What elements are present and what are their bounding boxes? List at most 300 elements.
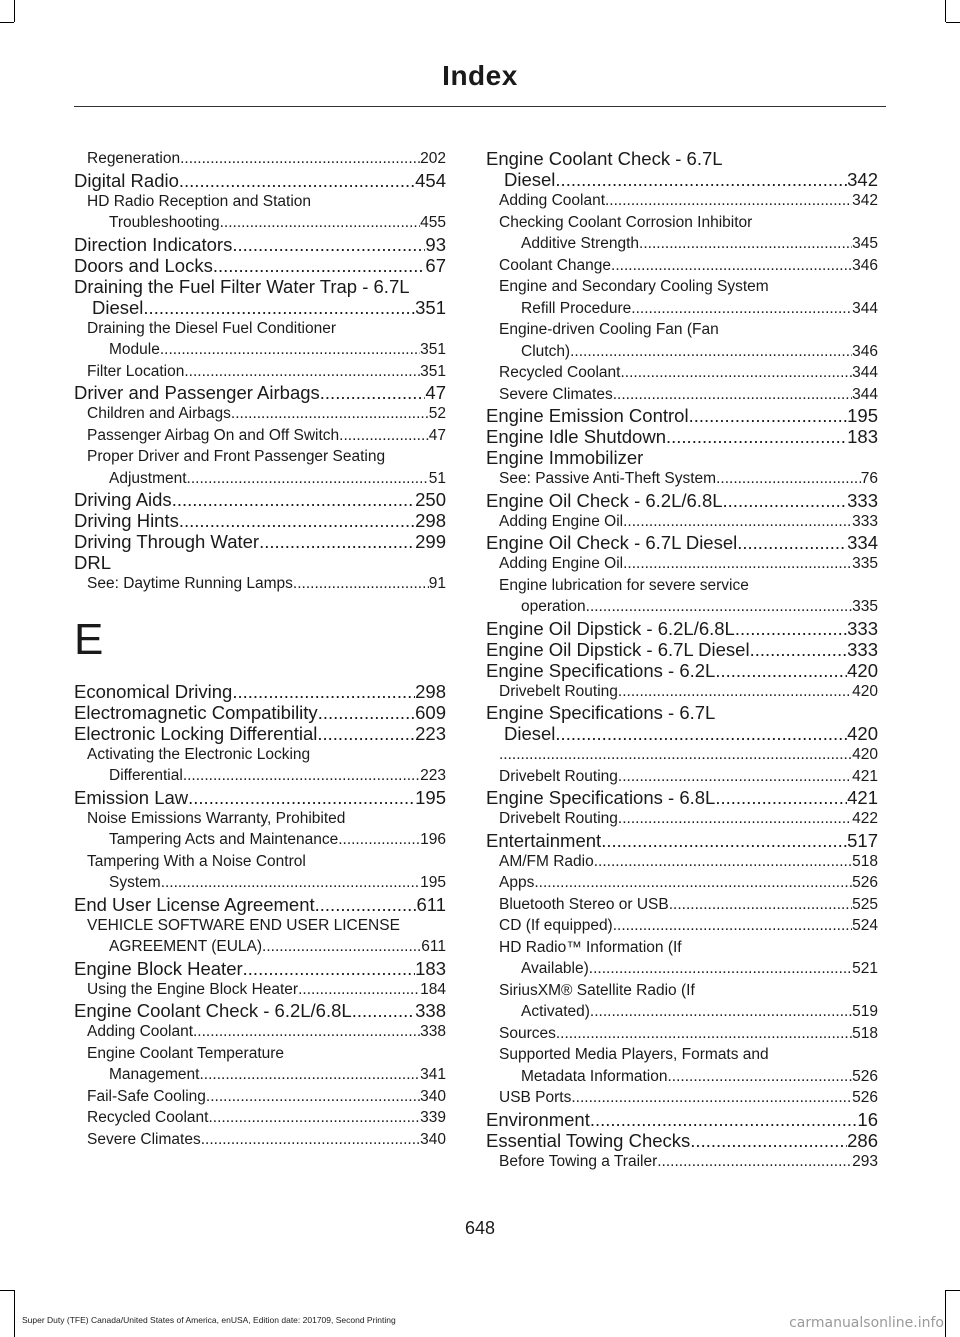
index-subentry[interactable]: [486, 766, 878, 788]
entry-label: Environment: [486, 1108, 590, 1130]
page-number: 648: [464, 1218, 496, 1238]
page-reference: 342: [852, 192, 878, 209]
page-reference: 351: [420, 341, 446, 358]
entry-label: Emission Law: [74, 786, 189, 808]
entry-label: Using the Engine Block Heater: [87, 980, 299, 998]
index-subentry[interactable]: [486, 915, 878, 937]
page-reference: 335: [852, 555, 878, 572]
entry-label: Available): [521, 960, 589, 977]
page-reference: 518: [852, 1024, 878, 1042]
page-reference: 76: [860, 470, 878, 487]
page-reference: 422: [852, 810, 878, 827]
dot-leader: [586, 596, 852, 618]
page-reference: 195: [415, 786, 446, 808]
page-reference: 333: [852, 512, 878, 530]
entry-label: Driving Hints: [74, 510, 179, 531]
page-reference: 351: [420, 362, 446, 380]
dot-leader: [623, 553, 852, 575]
index-subentry[interactable]: [74, 191, 446, 234]
dot-leader: [618, 681, 852, 703]
dot-leader: [220, 212, 421, 234]
dot-leader: [143, 297, 415, 318]
crop-mark: [14, 1290, 15, 1337]
entry-label: Before Towing a Trailer: [499, 1152, 658, 1170]
entry-label: Adding Engine Oil: [499, 512, 624, 530]
entry-label: Direction Indicators: [74, 233, 233, 255]
entry-label: Troubleshooting: [109, 214, 220, 231]
dot-leader: [666, 426, 847, 447]
entry-label: Engine lubrication for severe service: [499, 576, 749, 594]
index-entry[interactable]: [74, 255, 446, 276]
entry-label: Fail-Safe Cooling: [87, 1087, 206, 1105]
index-entry[interactable]: [486, 702, 878, 744]
dot-leader: [172, 489, 415, 510]
entry-label: Management: [109, 1066, 200, 1083]
dot-leader: [201, 1129, 420, 1151]
index-subentry[interactable]: [486, 276, 878, 319]
page-reference: 223: [415, 722, 446, 744]
index-entry[interactable]: [74, 234, 446, 255]
section-letter: E: [74, 614, 104, 664]
page-reference: 525: [852, 895, 878, 913]
page-reference: 299: [415, 531, 446, 552]
index-subentry[interactable]: [74, 1086, 446, 1108]
dot-leader: [298, 979, 420, 1001]
entry-label: Recycled Coolant: [87, 1109, 209, 1126]
dot-leader: [657, 1151, 852, 1173]
index-subentry[interactable]: [74, 361, 446, 383]
index-entry[interactable]: [486, 426, 878, 447]
index-entry[interactable]: [74, 894, 446, 915]
index-subentry[interactable]: [486, 212, 878, 255]
index-subentry[interactable]: [486, 384, 878, 406]
index-entry[interactable]: [74, 681, 446, 702]
entry-label: Adding Coolant: [87, 1023, 193, 1040]
entry-label: Severe Climates: [87, 1130, 201, 1148]
dot-leader: [570, 341, 852, 363]
index-entry[interactable]: [486, 1109, 878, 1130]
entry-label: Additive Strength: [521, 235, 640, 252]
entry-label: Engine Oil Check - 6.2L/6.8L: [486, 489, 723, 511]
dot-leader: [667, 1066, 852, 1088]
dot-leader: [639, 233, 852, 255]
page-reference: 298: [415, 510, 446, 531]
entry-label: Noise Emissions Warranty, Prohibited: [87, 809, 346, 827]
page-reference: 334: [847, 532, 878, 553]
index-subentry[interactable]: [74, 744, 446, 787]
page-reference: 333: [847, 617, 878, 639]
index-entry[interactable]: [74, 531, 446, 552]
dot-leader: [737, 532, 847, 553]
crop-mark: [945, 1290, 946, 1337]
page-reference: 518: [852, 852, 878, 870]
entry-label: Coolant Change: [499, 256, 612, 274]
dot-leader: [318, 702, 415, 723]
dot-leader: [555, 723, 847, 744]
index-subentry[interactable]: [486, 319, 878, 362]
entry-label: Driving Aids: [74, 489, 172, 510]
entry-label: Engine and Secondary Cooling System: [499, 278, 769, 295]
entry-label: Adding Coolant: [499, 192, 605, 209]
page-reference: 351: [415, 296, 446, 318]
index-subentry[interactable]: [74, 573, 446, 595]
entry-label: Metadata Information: [521, 1067, 668, 1085]
entry-label: Engine Block Heater: [74, 957, 243, 979]
footer-text: Super Duty (TFE) Canada/United States of America, enUSA, Edition date: 201709, Second Printing: [22, 1315, 396, 1325]
entry-label: Children and Airbags: [87, 405, 231, 422]
page-reference: 67: [425, 254, 446, 276]
dot-leader: [620, 362, 852, 384]
dot-leader: [213, 255, 426, 276]
page-reference: 338: [420, 1023, 446, 1040]
dot-leader: [605, 190, 852, 212]
page-reference: 526: [852, 1067, 878, 1085]
dot-leader: [631, 298, 852, 320]
entry-label: Diesel: [92, 296, 144, 318]
index-entry[interactable]: [486, 148, 878, 190]
index-entry[interactable]: [486, 830, 878, 851]
index-subentry[interactable]: [486, 468, 878, 490]
index-entry[interactable]: [486, 532, 878, 553]
index-subentry[interactable]: [486, 894, 878, 916]
dot-leader: [232, 681, 415, 702]
dot-leader: [690, 1130, 847, 1151]
index-entry[interactable]: [74, 958, 446, 979]
page-reference: 91: [428, 575, 446, 592]
index-subentry[interactable]: [486, 575, 878, 618]
index-entry[interactable]: [74, 723, 446, 744]
entry-label: Proper Driver and Front Passenger Seating: [87, 448, 386, 465]
page-reference: 250: [415, 489, 446, 510]
entry-label: VEHICLE SOFTWARE END USER LICENSE: [87, 916, 400, 934]
index-entry[interactable]: [486, 787, 878, 808]
page-reference: 335: [852, 598, 878, 615]
index-subentry[interactable]: [74, 1043, 446, 1086]
page-reference: 454: [415, 169, 446, 191]
dot-leader: [735, 618, 847, 639]
dot-leader: [669, 894, 852, 916]
index-subentry[interactable]: [74, 808, 446, 851]
entry-label: USB Ports: [499, 1089, 572, 1106]
index-subentry[interactable]: [486, 255, 878, 277]
page-reference: 202: [420, 150, 446, 167]
dot-leader: [589, 958, 852, 980]
page-reference: 344: [852, 364, 878, 381]
dot-leader: [590, 1109, 858, 1130]
page-reference: 339: [420, 1109, 446, 1126]
entry-label: Engine Coolant Temperature: [87, 1044, 285, 1062]
index-subentry[interactable]: [486, 851, 878, 873]
crop-mark: [14, 0, 15, 22]
page-reference: 611: [421, 938, 446, 955]
index-entry[interactable]: [486, 639, 878, 660]
page-reference: 183: [415, 957, 446, 979]
entry-label: Economical Driving: [74, 680, 233, 702]
page-reference: 333: [847, 489, 878, 511]
entry-label: Engine Oil Dipstick - 6.7L Diesel: [486, 638, 750, 660]
entry-label: Drivebelt Routing: [499, 810, 618, 827]
entry-label: Diesel: [504, 723, 556, 744]
dot-leader: [317, 723, 415, 744]
dot-leader: [179, 170, 415, 191]
dot-leader: [618, 766, 852, 788]
dot-leader: [613, 384, 852, 406]
dot-leader: [315, 894, 417, 915]
dot-leader: [293, 573, 429, 595]
dot-leader: [184, 361, 420, 383]
index-subentry[interactable]: [74, 1021, 446, 1043]
index-entry[interactable]: [74, 489, 446, 510]
entry-label: Passenger Airbag On and Off Switch: [87, 426, 340, 444]
page-reference: 421: [847, 787, 878, 808]
entry-label: Activated): [521, 1003, 590, 1020]
page-reference: 195: [847, 405, 878, 426]
entry-label: Clutch): [521, 342, 571, 360]
entry-label: Engine Coolant Check - 6.2L/6.8L: [74, 1000, 352, 1021]
dot-leader: [338, 829, 420, 851]
index-subentry[interactable]: [486, 744, 878, 766]
entry-label: DRL: [74, 552, 112, 573]
index-subentry[interactable]: [74, 979, 446, 1001]
entry-label: Draining the Diesel Fuel Conditioner: [87, 319, 336, 337]
entry-label: Bluetooth Stereo or USB: [499, 895, 669, 913]
page-reference: 346: [852, 256, 878, 274]
entry-label: Drivebelt Routing: [499, 767, 618, 785]
dot-leader: [179, 510, 415, 531]
page-reference: 184: [420, 980, 446, 998]
index-subentry[interactable]: [74, 403, 446, 425]
dot-leader: [750, 639, 848, 660]
index-subentry[interactable]: [486, 937, 878, 980]
page-reference: 93: [425, 233, 446, 255]
page-reference: 47: [428, 426, 446, 444]
dot-leader: [534, 872, 852, 894]
dot-leader: [208, 1107, 420, 1129]
entry-label: System: [109, 874, 161, 891]
entry-label: AGREEMENT (EULA): [109, 938, 263, 955]
entry-label: Tampering Acts and Maintenance: [109, 831, 339, 848]
page-reference: 421: [852, 767, 878, 785]
entry-label: CD (If equipped): [499, 917, 613, 934]
crop-mark: [0, 22, 14, 23]
crop-mark: [946, 22, 960, 23]
index-subentry[interactable]: [486, 1087, 878, 1109]
index-entry[interactable]: [74, 702, 446, 723]
page-title: Index: [442, 60, 518, 91]
entry-label: HD Radio™ Information (If: [499, 938, 682, 956]
dot-leader: [601, 830, 847, 851]
entry-label: Apps: [499, 874, 535, 891]
index-subentry[interactable]: [486, 681, 878, 703]
entry-label: Adjustment: [109, 469, 187, 487]
index-subentry[interactable]: [486, 553, 878, 575]
entry-label: Recycled Coolant: [499, 364, 621, 381]
index-subentry[interactable]: [486, 511, 878, 533]
dot-leader: [231, 403, 429, 425]
page-reference: 341: [420, 1066, 446, 1083]
index-entry[interactable]: [486, 660, 878, 681]
dot-leader: [611, 255, 852, 277]
entry-label: Engine Oil Check - 6.7L Diesel: [486, 532, 738, 553]
dot-leader: [262, 936, 421, 958]
entry-label: Electromagnetic Compatibility: [74, 701, 318, 723]
page-reference: 420: [852, 682, 878, 700]
entry-label: Regeneration: [87, 150, 181, 167]
dot-leader: [180, 148, 420, 170]
entry-label: Driving Through Water: [74, 531, 260, 552]
index-entry[interactable]: [74, 382, 446, 403]
page-reference: 196: [420, 831, 446, 848]
index-subentry[interactable]: [486, 980, 878, 1023]
page-reference: 47: [425, 382, 446, 403]
entry-label: Engine Specifications - 6.8L: [486, 787, 716, 808]
watermark: carmanualsonline.info: [789, 1315, 944, 1331]
entry-label: Engine Emission Control: [486, 405, 689, 426]
index-entry[interactable]: [486, 490, 878, 511]
page-reference: 344: [852, 385, 878, 403]
page-reference: 517: [847, 829, 878, 851]
page-reference: 223: [420, 767, 446, 784]
entry-label: Supported Media Players, Formats and: [499, 1046, 769, 1063]
crop-mark: [0, 1290, 14, 1291]
page-reference: 346: [852, 342, 878, 360]
dot-leader: [590, 1001, 852, 1023]
entry-label: SiriusXM® Satellite Radio (If: [499, 981, 695, 999]
dot-leader: [339, 425, 429, 447]
page-reference: 345: [852, 235, 878, 252]
index-subentry[interactable]: [486, 1151, 878, 1173]
index-entry[interactable]: [486, 1130, 878, 1151]
index-subentry[interactable]: [74, 318, 446, 361]
header-divider: [74, 106, 886, 107]
entry-label: operation: [521, 598, 586, 615]
page-reference: 340: [420, 1130, 446, 1148]
entry-label: See: Passive Anti-Theft System: [499, 470, 717, 487]
page-reference: 51: [428, 469, 446, 487]
dot-leader: [259, 531, 415, 552]
entry-label: Engine Immobilizer: [486, 447, 644, 468]
entry-label: Essential Towing Checks: [486, 1129, 691, 1151]
page-reference: 609: [415, 701, 446, 723]
index-subentry[interactable]: [74, 1129, 446, 1151]
index-subentry[interactable]: [486, 872, 878, 894]
page-reference: 420: [852, 746, 878, 763]
entry-label: Driver and Passenger Airbags: [74, 382, 320, 403]
dot-leader: [613, 915, 852, 937]
page-reference: 344: [852, 299, 878, 317]
entry-label: Engine Oil Dipstick - 6.2L/6.8L: [486, 617, 735, 639]
dot-leader: [206, 1086, 420, 1108]
entry-label: Draining the Fuel Filter Water Trap - 6.7L: [74, 275, 410, 297]
dot-leader: [188, 787, 415, 808]
dot-leader: [571, 1087, 852, 1109]
index-entry[interactable]: [486, 405, 878, 426]
dot-leader: [232, 234, 425, 255]
index-subentry[interactable]: [74, 915, 446, 958]
page-reference: 420: [847, 659, 878, 681]
entry-label: HD Radio Reception and Station: [87, 192, 312, 210]
entry-label: Entertainment: [486, 829, 602, 851]
entry-label: Engine Specifications - 6.7L: [486, 702, 716, 723]
dot-leader: [623, 511, 852, 533]
index-entry[interactable]: [74, 510, 446, 531]
entry-label: Activating the Electronic Locking: [87, 745, 311, 763]
entry-label: Checking Coolant Corrosion Inhibitor: [499, 213, 753, 231]
page-reference: 611: [416, 893, 446, 915]
index-entry[interactable]: [74, 170, 446, 191]
index-entry[interactable]: [74, 787, 446, 808]
index-subentry[interactable]: [486, 1023, 878, 1045]
index-subentry[interactable]: [486, 190, 878, 212]
crop-mark: [946, 1290, 960, 1291]
dot-leader: [243, 958, 415, 979]
index-subentry[interactable]: [486, 808, 878, 830]
index-entry[interactable]: [74, 1000, 446, 1021]
index-subentry[interactable]: [486, 362, 878, 384]
dot-leader: [183, 765, 420, 787]
dot-leader: [555, 169, 847, 190]
page-reference: 526: [852, 1089, 878, 1106]
entry-label: Tampering With a Noise Control: [87, 852, 306, 870]
dot-leader: [594, 851, 852, 873]
index-entry[interactable]: [74, 552, 446, 573]
page-reference: 455: [420, 214, 446, 231]
dot-leader: [320, 382, 426, 403]
entry-label: AM/FM Radio: [499, 852, 594, 870]
page-reference: 342: [847, 169, 878, 190]
index-subentry[interactable]: [74, 425, 446, 447]
dot-leader: [352, 1000, 415, 1021]
index-column-left: [74, 148, 446, 1150]
index-entry[interactable]: [74, 276, 446, 318]
page-reference: 16: [857, 1108, 878, 1130]
page-reference: 286: [847, 1129, 878, 1151]
entry-label: Adding Engine Oil: [499, 555, 624, 572]
entry-label: Digital Radio: [74, 169, 179, 191]
entry-label: Drivebelt Routing: [499, 682, 618, 700]
entry-label: Engine-driven Cooling Fan (Fan: [499, 321, 719, 338]
crop-mark: [945, 0, 946, 22]
entry-label: Refill Procedure: [521, 299, 632, 317]
dot-leader: [723, 490, 848, 511]
index-entry[interactable]: [486, 447, 878, 468]
page-reference: 183: [847, 426, 878, 447]
index-subentry[interactable]: [74, 148, 446, 170]
dot-leader: [161, 872, 420, 894]
page-reference: 52: [428, 405, 446, 422]
index-subentry[interactable]: [74, 851, 446, 894]
page-reference: 526: [852, 874, 878, 891]
entry-label: Doors and Locks: [74, 254, 213, 276]
index-subentry[interactable]: [74, 1107, 446, 1129]
index-entry[interactable]: [486, 618, 878, 639]
dot-leader: [556, 1023, 852, 1045]
entry-label: Engine Idle Shutdown: [486, 426, 666, 447]
page-reference: 524: [852, 917, 878, 934]
entry-label: Differential: [109, 767, 183, 784]
entry-label: Engine Coolant Check - 6.7L: [486, 148, 723, 169]
index-subentry[interactable]: [74, 446, 446, 489]
index-column-right: [486, 148, 878, 1172]
page-reference: 195: [420, 874, 446, 891]
index-subentry[interactable]: [486, 1044, 878, 1087]
entry-label: Sources: [499, 1024, 556, 1042]
dot-leader: [499, 744, 852, 766]
entry-label: See: Daytime Running Lamps: [87, 575, 293, 592]
page-reference: 420: [847, 723, 878, 744]
dot-leader: [187, 468, 429, 490]
page-reference: 293: [852, 1152, 878, 1170]
